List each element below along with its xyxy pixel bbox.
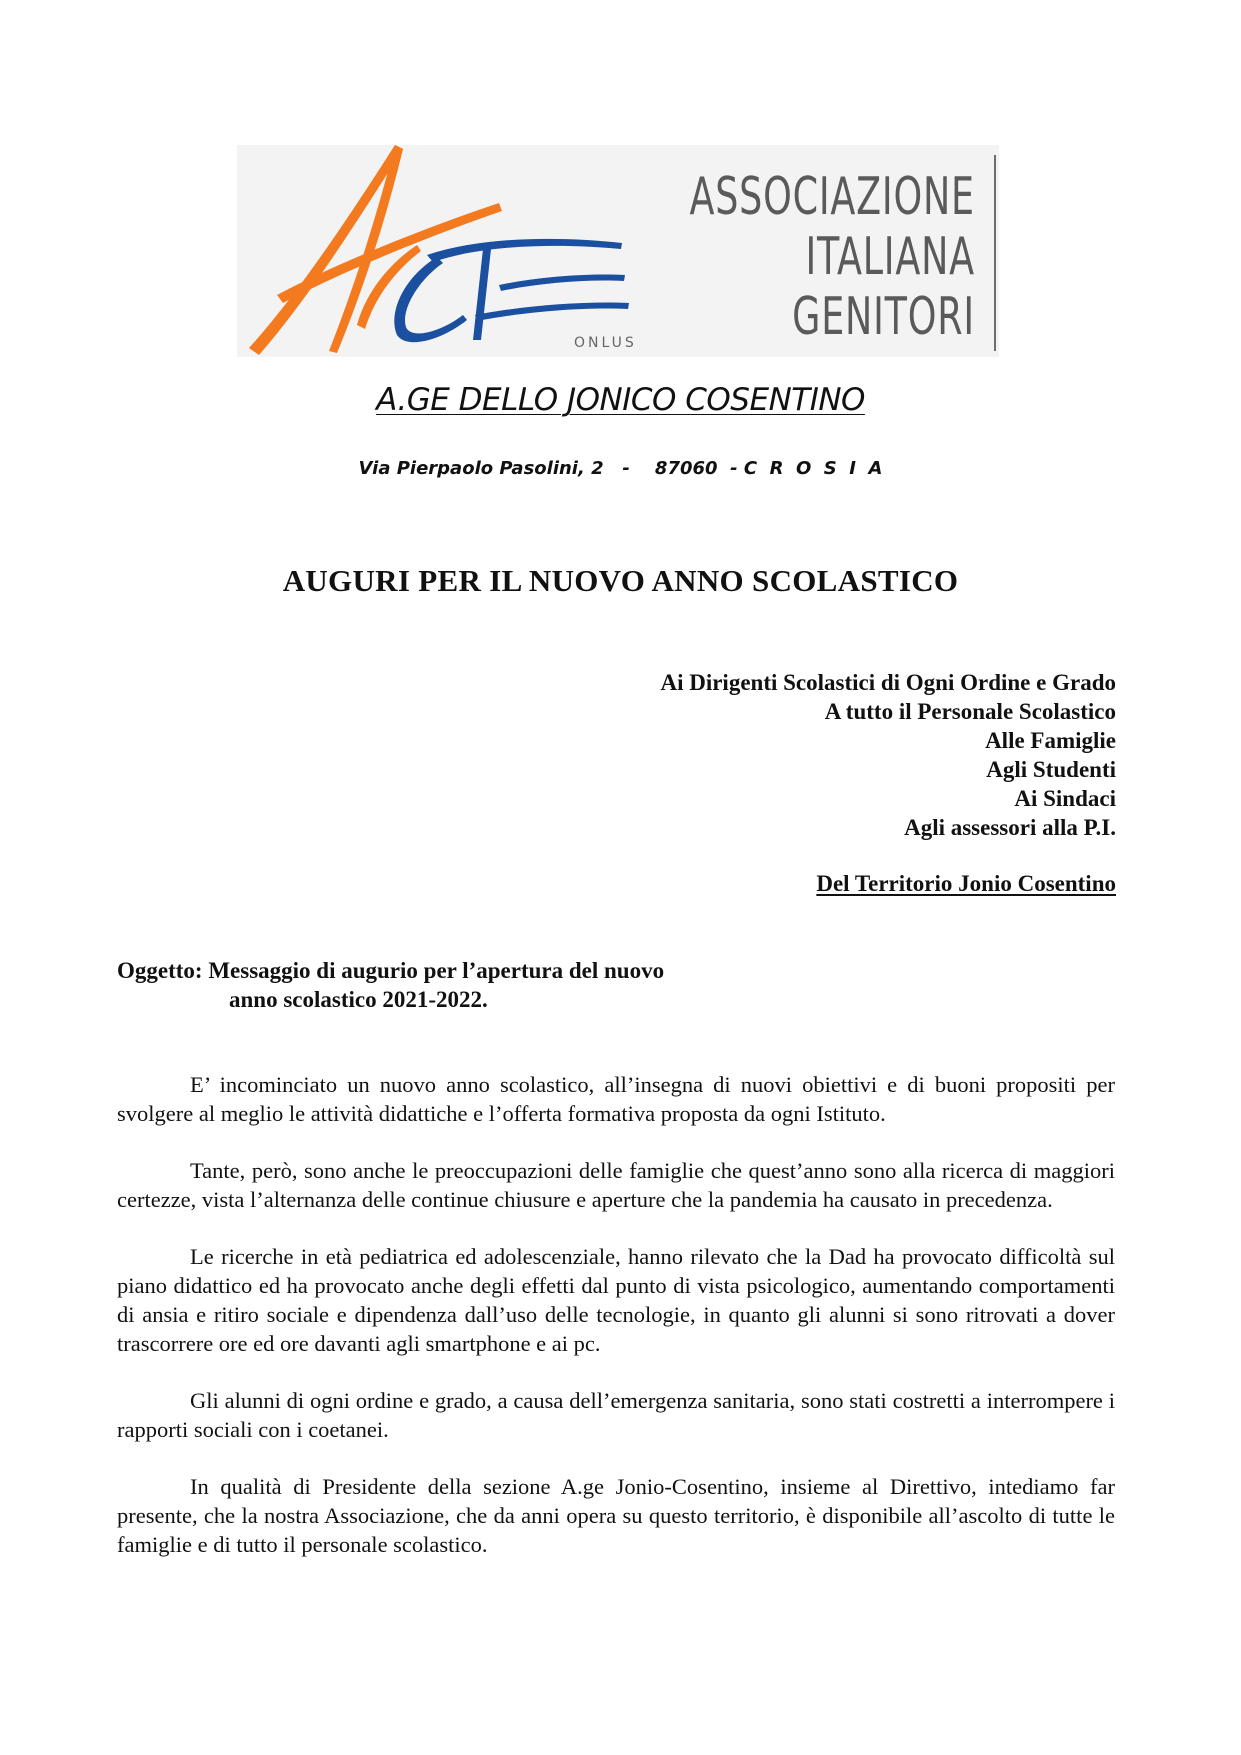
- body-paragraph: Le ricerche in età pediatrica ed adolescenziale, hanno rilevato che la Dad ha provocato difficoltà sul piano didattico ed ha provocato anche degli effetti dal punto di vista psicologico, aumentando comportamenti di ansia e ritiro sociale e dipendenza dall’uso delle tecnologie, in quanto gli alunni si sono ritrovati a dover trascorrere ore ed ore davanti agli smartphone e ai pc.: [117, 1244, 1115, 1356]
- logo-org-line: GENITORI: [792, 287, 975, 347]
- logo-blue-e-bottom: [475, 303, 629, 322]
- subject-line: Oggetto: Messaggio di augurio per l’apertura del nuovo: [117, 958, 665, 983]
- recipient-line: Agli assessori alla P.I.: [904, 815, 1116, 840]
- logo-org-line: ASSOCIAZIONE: [689, 167, 975, 227]
- subject-line: anno scolastico 2021-2022.: [229, 987, 488, 1012]
- body-paragraph: Gli alunni di ogni ordine e grado, a causa dell’emergenza sanitaria, sono stati costretti a interrompere i rapporti sociali con i coetanei.: [117, 1388, 1115, 1442]
- recipients-list: [660, 668, 1116, 842]
- logo-blue-stem: [473, 249, 491, 340]
- body-paragraph: E’ incominciato un nuovo anno scolastico, all’insegna di nuovi obiettivi e di buoni propositi per svolgere al meglio le attività didattiche e l’offerta formativa proposta da ogni Istituto.: [117, 1072, 1115, 1126]
- recipient-line: Agli Studenti: [986, 757, 1116, 782]
- organization-address: Via Pierpaolo Pasolini, 2 - 87060 - C R O S I A: [358, 458, 883, 479]
- logo-orange-crossbar: [277, 203, 502, 303]
- recipient-line: A tutto il Personale Scolastico: [824, 699, 1116, 724]
- logo-onlus-label: ONLUS: [574, 335, 637, 351]
- body-paragraph: Tante, però, sono anche le preoccupazioni delle famiglie che quest’anno sono alla ricerca di maggiori certezze, vista l’alternanza delle continue chiusure e aperture che la pandemia ha causato in precedenza.: [117, 1158, 1115, 1212]
- letter-body: [117, 1070, 1115, 1587]
- age-logo-mark-icon: [237, 145, 677, 357]
- recipient-line: Ai Dirigenti Scolastici di Ogni Ordine e Grado: [660, 670, 1116, 695]
- body-paragraph: In qualità di Presidente della sezione A.ge Jonio-Cosentino, insieme al Direttivo, intediamo far presente, che la nostra Associazione, che da anni opera su questo territorio, è disponibile all’ascolto di tutte le famiglie e di tutto il personale scolastico.: [117, 1474, 1115, 1557]
- organization-name: A.GE DELLO JONICO COSENTINO: [376, 382, 865, 418]
- letter-subject: [117, 956, 664, 1014]
- recipient-line: Alle Famiglie: [985, 728, 1116, 753]
- recipients-territory: Del Territorio Jonio Cosentino: [816, 871, 1116, 896]
- logo-blue-g-curve: [394, 257, 467, 342]
- logo-blue-g-top: [427, 239, 622, 262]
- logo-blue-e-middle: [499, 274, 625, 291]
- logo-org-line: ITALIANA: [805, 227, 975, 287]
- logo-divider: [994, 155, 996, 351]
- logo-org-name: [690, 167, 975, 347]
- association-logo: [237, 145, 999, 357]
- recipient-line: Ai Sindaci: [1014, 786, 1116, 811]
- document-title: AUGURI PER IL NUOVO ANNO SCOLASTICO: [282, 563, 959, 598]
